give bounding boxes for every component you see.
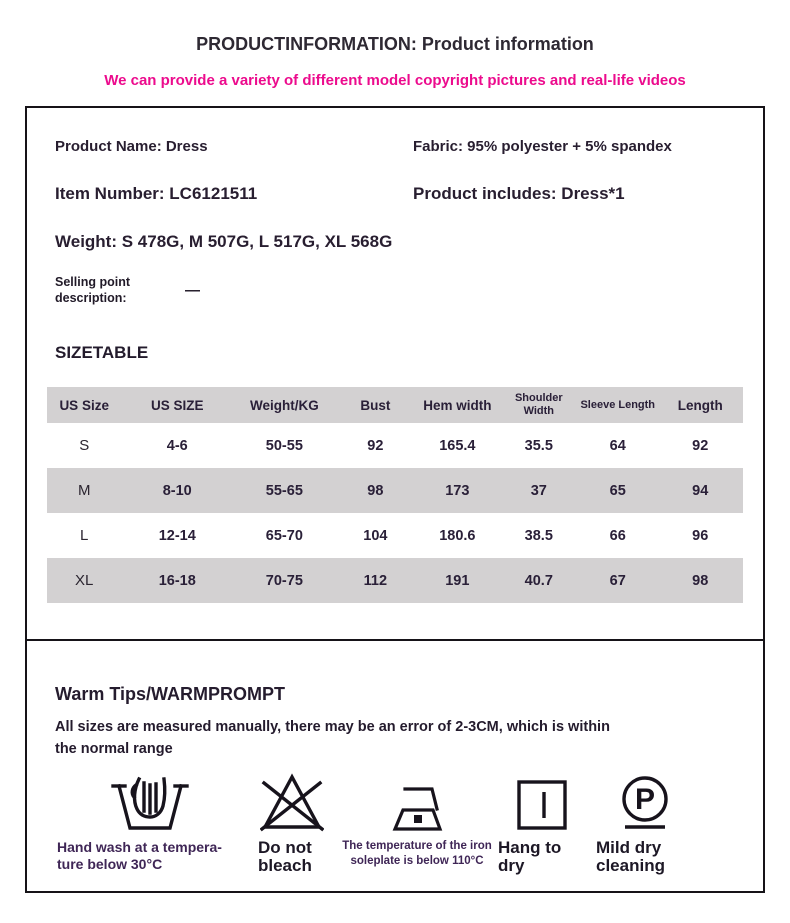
- iron-low-temp-icon: [390, 786, 444, 832]
- care-item-dry-clean: [592, 770, 717, 875]
- col-us-size-range: US SIZE: [150, 397, 204, 413]
- dry-clean-letter: P: [634, 783, 655, 816]
- care-label-hand-wash: Hand wash at a temperature below 30°C: [57, 839, 222, 872]
- info-item-number: Item Number: LC6121511: [55, 184, 258, 203]
- care-item-hang-dry: [492, 770, 592, 875]
- col-hem-width: Hem width: [423, 397, 492, 413]
- product-info-section: [27, 108, 763, 639]
- info-product-includes: Product includes: Dress*1: [413, 184, 625, 203]
- do-not-bleach-icon: [260, 772, 324, 832]
- info-product-name: Product Name: Dress: [55, 138, 208, 155]
- size-table-header-row: [47, 387, 743, 423]
- hand-wash-icon: [110, 774, 190, 832]
- hang-to-dry-icon: [515, 778, 569, 832]
- page-subtitle: We can provide a variety of different model copyright pictures and real-life videos: [104, 72, 686, 89]
- care-item-iron: [342, 770, 492, 875]
- warm-tips-body: All sizes are measured manually, there may be an error of 2-3CM, which is within the normal range: [55, 719, 610, 757]
- col-sleeve-length: Sleeve Length: [580, 398, 656, 411]
- table-row-m: M 8-10 55-65 98 173 37 65 94: [47, 468, 743, 513]
- col-us-size: US Size: [59, 397, 109, 413]
- size-table-heading: SIZETABLE: [55, 343, 149, 362]
- col-bust: Bust: [360, 397, 391, 413]
- care-label-no-bleach: Do not bleach: [258, 838, 312, 875]
- col-shoulder-width: Shoulder Width: [514, 392, 563, 417]
- warm-tips-heading: Warm Tips/WARMPROMPT: [55, 684, 286, 704]
- care-label-iron: The temperature of the iron soleplate is below 110°C: [342, 840, 492, 867]
- care-label-dry-clean: Mild dry cleaning: [596, 838, 665, 875]
- info-fabric: Fabric: 95% polyester + 5% spandex: [413, 138, 672, 155]
- table-row-l: L 12-14 65-70 104 180.6 38.5 66 96: [80, 527, 709, 544]
- col-length: Length: [677, 397, 723, 413]
- table-row-xl: XL 16-18 70-75 112 191 40.7 67 98: [47, 558, 743, 603]
- size-table: [47, 387, 743, 603]
- info-weight: Weight: S 478G, M 507G, L 517G, XL 568G: [55, 232, 393, 251]
- warm-tips-section: [27, 639, 763, 891]
- selling-point-row: [55, 274, 743, 306]
- care-item-hand-wash: [57, 770, 242, 875]
- product-info-box: [25, 106, 765, 893]
- selling-point-value: —: [185, 281, 200, 299]
- dry-clean-p-icon: [616, 774, 674, 832]
- col-weight-kg: Weight/KG: [249, 397, 319, 413]
- selling-point-label: Selling point description:: [55, 275, 130, 305]
- care-symbols-row: [47, 770, 743, 875]
- page-title: PRODUCTINFORMATION: Product information: [196, 34, 594, 54]
- info-grid: [55, 138, 743, 252]
- table-row-s: S 4-6 50-55 92 165.4 35.5 64 92: [79, 437, 709, 454]
- care-label-hang-dry: Hang to dry: [498, 838, 562, 875]
